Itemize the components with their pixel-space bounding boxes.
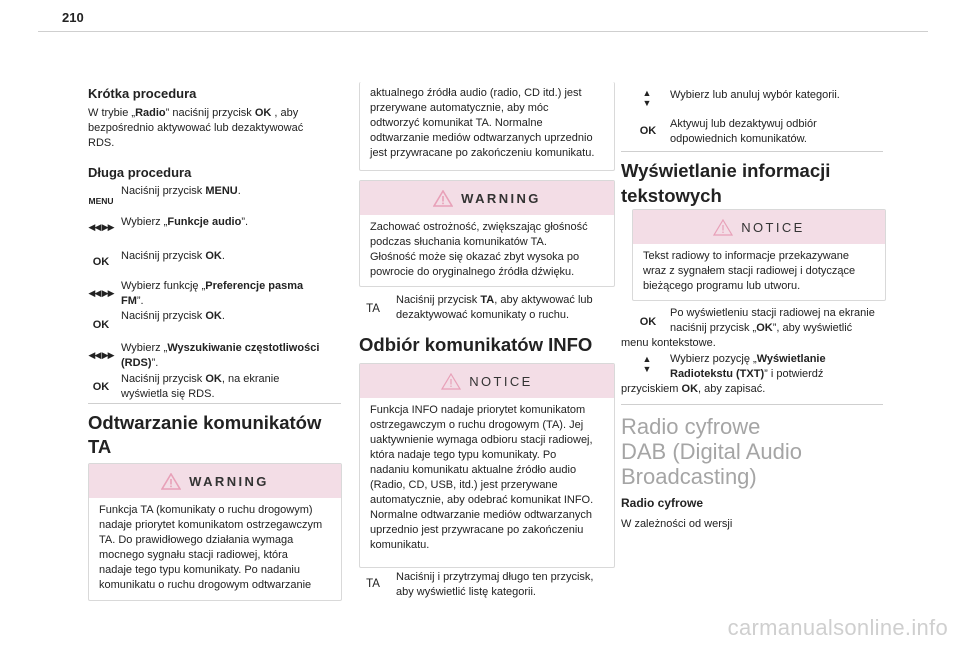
left-right-arrows-icon: ◀◀ ▶▶ [88,288,114,298]
step-ta-hold: Naciśnij i przytrzymaj długo ten przycisk, aby wyświetlić listę kategorii. [396,571,594,598]
step-context-menu-end: menu kontekstowe. [621,337,716,349]
warning-icon [433,190,453,207]
long-procedure-heading: Długa procedura [88,165,192,180]
step-activate-reception: Aktywuj lub dezaktywuj odbiór odpowiednich komunikatów. [670,118,817,145]
warning-box-header [360,181,614,215]
warning-box-header [89,464,341,498]
step-frequency-search: Wybierz „Wyszukiwanie częstotliwości (RDS)”. [121,342,320,369]
step-audio-functions: Wybierz „Funkcje audio”. [121,216,249,228]
page-number: 210 [62,10,84,25]
digital-radio-subheading: Radio cyfrowe [621,496,704,510]
step-context-menu: Po wyświetleniu stacji radiowej na ekranie naciśnij przycisk „OK”, aby wyświetlić [670,307,875,334]
warning-text: Zachować ostrożność, zwiększając głośność podczas słuchania komunikatów TA. Głośność może się okazać zbyt wysoka po powrocie do oryginalnego źródła dźwięku. [370,221,588,278]
digital-radio-text: W zależności od wersji [621,518,733,530]
step-fm-preferences: Wybierz funkcję „Preferencje pasma FM”. [121,280,304,307]
short-procedure-heading: Krótka procedura [88,86,197,101]
ok-icon: OK [92,319,110,331]
notice-label: NOTICE [469,373,533,389]
notice-box-header [633,210,885,244]
notice-text: Tekst radiowy to informacje przekazywane wraz z sygnałem stacji radiowej i dotyczące bieżącego programu lub utworu. [643,250,856,292]
step-press-ok-1: Naciśnij przycisk OK. [121,250,225,262]
dab-section-heading: Radio cyfrowe DAB (Digital Audio Broadcasting) [621,414,802,489]
step-radiotext-confirm: przyciskiem OK, aby zapisać. [621,383,766,395]
warning-text-continued: aktualnego źródła audio (radio, CD itd.) jest przerywane automatycznie, aby móc odtworzyć komunikat TA. Normalne odtwarzanie mediów odtwarzanych uprzednio jest przywracane po zakończeniu komunikatu. [370,87,595,159]
ta-icon: TA [366,303,380,315]
warning-icon [441,373,461,390]
warning-label: WARNING [189,473,269,489]
section-divider [88,403,341,404]
step-ta-toggle: Naciśnij przycisk TA, aby aktywować lub dezaktywować komunikaty o ruchu. [396,294,593,321]
up-down-arrows-icon: ▲ ▼ [642,354,652,374]
warning-icon [161,473,181,490]
notice-box [359,363,615,568]
warning-text: Funkcja TA (komunikaty o ruchu drogowym) nadaje priorytet komunikatom ostrzegawczym TA. Do prawidłowego działania wymaga mocnego sygnału stacji radiowej, która nadaje tego typu komunikaty. Po nadaniu komunikatu o ruchu drogowym odtwarzanie [99,504,323,591]
section-divider [621,151,883,152]
step-select-category: Wybierz lub anuluj wybór kategorii. [670,89,840,101]
left-right-arrows-icon: ◀◀ ▶▶ [88,222,114,232]
notice-label: NOTICE [741,219,805,235]
step-radiotext: Wybierz pozycję „Wyświetlanie Radiotekstu (TXT)” i potwierdź [670,353,826,380]
info-section-heading: Odbiór komunikatów INFO [359,334,593,355]
notice-text: Funkcja INFO nadaje priorytet komunikatom ostrzegawczym o ruchu drogowym (TA). Jej uaktywnienie wymaga odbioru stacji radiowej, która nadaje tego typu komunikaty. Po nadaniu komunikatu aktualne źródło audio (Radio, CD, USB, itd.) jest przerywane automatycznie, aby odebrać komunikat INFO. Normalne odtwarzanie mediów odtwarzanych uprzednio jest przywracane po zakończeniu komunikatu. [370,404,594,551]
ta-section-heading: Odtwarzanie komunikatów TA [88,412,322,457]
step-press-ok-3: Naciśnij przycisk OK, na ekranie wyświetla się RDS. [121,373,280,400]
header-divider [38,31,928,32]
warning-icon [713,219,733,236]
ta-icon: TA [366,578,380,590]
notice-box [632,209,886,301]
watermark: carmanualsonline.info [727,615,948,640]
ok-icon: OK [639,316,657,328]
ok-icon: OK [92,256,110,268]
left-right-arrows-icon: ◀◀ ▶▶ [88,350,114,360]
menu-icon: MENU [88,196,114,206]
warning-box-continued [359,82,615,171]
ok-icon: OK [639,125,657,137]
warning-label: WARNING [461,190,541,206]
ok-icon: OK [92,381,110,393]
notice-box-header [360,364,614,398]
warning-box [359,180,615,287]
step-menu: Naciśnij przycisk MENU. [121,185,241,197]
section-divider [621,404,883,405]
up-down-arrows-icon: ▲ ▼ [642,88,652,108]
text-info-heading: Wyświetlanie informacji tekstowych [621,160,831,206]
warning-box [88,463,342,601]
short-procedure-text: W trybie „Radio” naciśnij przycisk OK , aby bezpośrednio aktywować lub dezaktywować RDS. [88,107,304,149]
step-press-ok-2: Naciśnij przycisk OK. [121,310,225,322]
